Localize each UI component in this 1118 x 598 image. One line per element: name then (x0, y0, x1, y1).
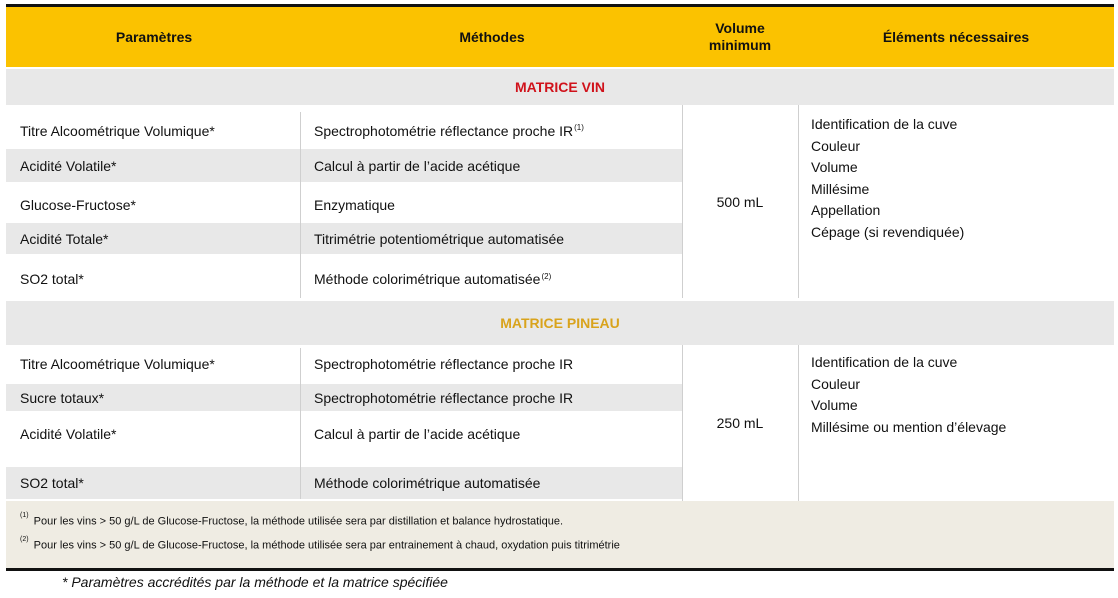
element-item: Identification de la cuve (811, 354, 958, 370)
table-row (6, 112, 682, 149)
method-cell: Calcul à partir de l’acide acétique (314, 157, 521, 174)
element-item: Millésime ou mention d’élevage (811, 418, 1007, 435)
element-item: Millésime (811, 180, 870, 197)
footnotes-box (6, 501, 1114, 568)
element-item: Cépage (si revendiquée) (811, 223, 965, 240)
volume-cell-pineau: 250 mL (716, 415, 764, 431)
method-cell: Calcul à partir de l’acide acétique (314, 425, 521, 442)
table-row (6, 384, 682, 411)
element-item: Volume (811, 397, 858, 413)
param-cell: Titre Alcoométrique Volumique* (20, 355, 215, 372)
method-cell: Spectrophotométrie réflectance proche IR (314, 355, 574, 372)
method-cell: Enzymatique (314, 196, 395, 213)
element-item: Identification de la cuve (811, 116, 958, 132)
volume-cell-vin: 500 mL (716, 193, 764, 210)
method-cell: Spectrophotométrie réflectance proche IR $^{(1)}$ (314, 122, 584, 139)
section-title-vin: MATRICE VIN (6, 69, 1114, 105)
table-row (6, 223, 682, 254)
param-cell: SO2 total* (20, 271, 84, 287)
header-methodes: Méthodes (459, 28, 525, 45)
element-item: Appellation (811, 202, 881, 218)
table-row (6, 467, 682, 499)
table-row (6, 261, 682, 297)
header-volume-line2: minimum (708, 37, 772, 53)
divider (300, 112, 301, 298)
footnote-1: $^{(1)}$ Pour les vins > 50 g/L de Glucose-Fructose, la méthode utilisée sera par distillation et balance hydrostatique. (20, 512, 564, 528)
param-cell: Acidité Volatile* (20, 425, 117, 442)
divider (798, 105, 799, 298)
param-cell: Acidité Volatile* (20, 157, 117, 174)
footnote-2: $^{(2)}$ Pour les vins > 50 g/L de Glucose-Fructose, la méthode utilisée sera par entrainement à chaud, oxydation puis titrimétrie (20, 536, 620, 552)
element-item: Couleur (811, 137, 861, 154)
accreditation-note: * Paramètres accrédités par la méthode et la matrice spécifiée (62, 574, 448, 590)
header-elements: Éléments nécessaires (882, 28, 1030, 45)
header-volume-line1: Volume (715, 20, 765, 36)
method-cell: Spectrophotométrie réflectance proche IR (314, 389, 574, 406)
footnote-mark: (2) (541, 271, 552, 281)
table-header (6, 7, 1114, 67)
elements-list-pineau (811, 352, 1006, 438)
table-row (6, 188, 682, 221)
header-parametres: Paramètres (115, 28, 193, 45)
element-item: Couleur (811, 375, 861, 392)
footnote-mark: (1) (574, 123, 584, 132)
section-title-pineau: MATRICE PINEAU (6, 301, 1114, 345)
elements-list-vin (811, 114, 964, 243)
param-cell: Acidité Totale* (20, 230, 109, 247)
divider (798, 345, 799, 501)
divider (300, 348, 301, 499)
table-row (6, 149, 682, 182)
param-cell: SO2 total* (20, 475, 84, 491)
method-cell: Méthode colorimétrique automatisée $^{(2)}$ (314, 271, 552, 287)
header-volume (682, 7, 798, 67)
param-cell: Sucre totaux* (20, 389, 105, 406)
table-row (6, 416, 682, 451)
element-item: Volume (811, 159, 858, 175)
method-cell: Méthode colorimétrique automatisée (314, 475, 541, 491)
method-cell: Titrimétrie potentiométrique automatisée (314, 230, 565, 247)
param-cell: Glucose-Fructose* (20, 196, 136, 213)
bottom-rule (6, 568, 1114, 571)
table-row (6, 348, 682, 379)
param-cell: Titre Alcoométrique Volumique* (20, 122, 215, 139)
